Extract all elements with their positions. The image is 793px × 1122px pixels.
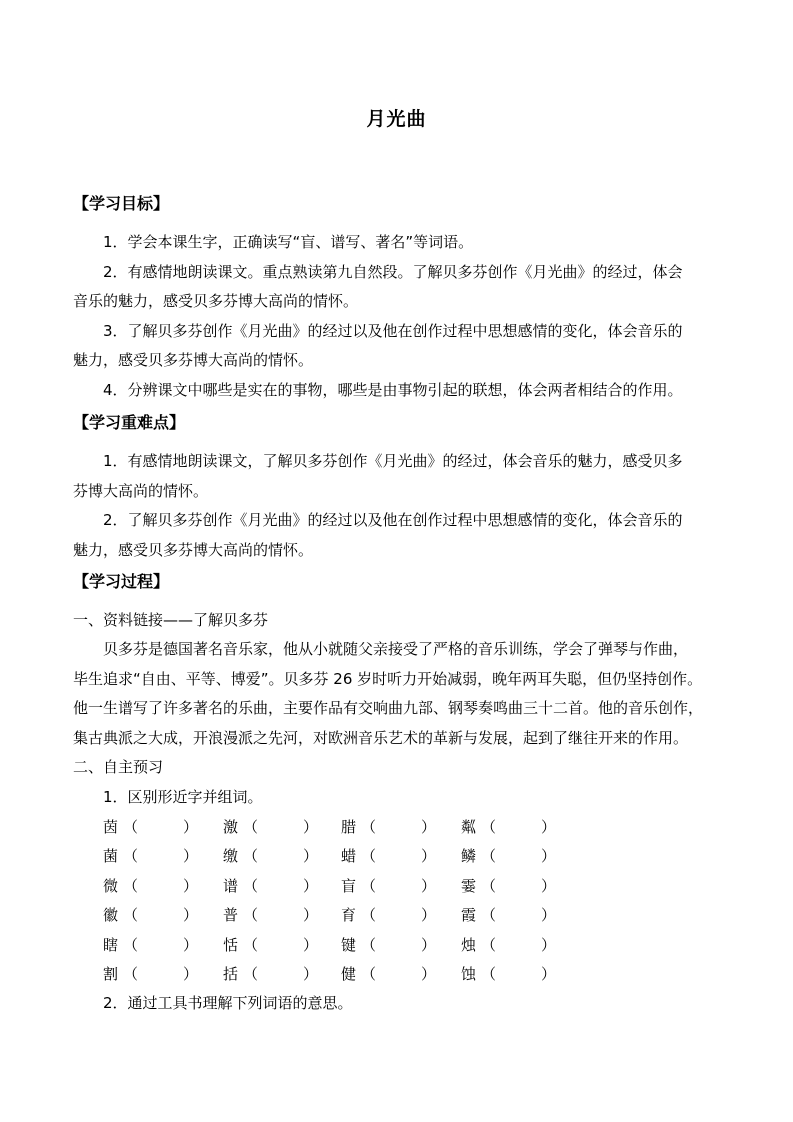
keypoint-line: 1．有感情地朗读课文，了解贝多芬创作《月光曲》的经过，体会音乐的魅力，感受贝多 xyxy=(103,452,683,470)
grid-character: 括 xyxy=(223,965,239,983)
grid-character: 激 xyxy=(223,818,239,836)
char-grid-cell xyxy=(341,875,461,896)
char-grid-cell xyxy=(461,816,581,837)
goal-line: 4．分辨课文中哪些是实在的事物，哪些是由事物引起的联想，体会两者相结合的作用。 xyxy=(103,381,683,399)
answer-blank[interactable]: （ ） xyxy=(481,847,557,866)
part1-text-line: 贝多芬是德国著名音乐家，他从小就随父亲接受了严格的音乐训练，学会了弹琴与作曲， xyxy=(103,640,689,658)
char-grid-cell xyxy=(341,963,461,984)
answer-blank[interactable]: （ ） xyxy=(481,876,557,895)
answer-blank[interactable]: （ ） xyxy=(481,965,557,983)
answer-blank[interactable]: （ ） xyxy=(481,818,557,836)
grid-character: 微 xyxy=(103,876,119,895)
answer-blank[interactable]: （ ） xyxy=(123,818,199,836)
grid-character: 盲 xyxy=(341,876,357,895)
answer-blank[interactable]: （ ） xyxy=(361,818,437,836)
grid-character: 霞 xyxy=(461,906,477,925)
char-grid-cell xyxy=(223,845,343,866)
goal-line: 2．有感情地朗读课文。重点熟读第九自然段。了解贝多芬创作《月光曲》的经过，体会 xyxy=(103,263,683,281)
char-grid-cell xyxy=(341,904,461,925)
char-grid-cell xyxy=(461,904,581,925)
answer-blank[interactable]: （ ） xyxy=(123,906,199,925)
process-heading: 【学习过程】 xyxy=(73,572,170,591)
answer-blank[interactable]: （ ） xyxy=(123,935,199,954)
grid-character: 茵 xyxy=(103,818,119,836)
part1-heading: 一、资料链接——了解贝多芬 xyxy=(73,611,269,629)
char-grid-cell xyxy=(103,845,223,866)
answer-blank[interactable]: （ ） xyxy=(243,876,319,895)
char-grid-cell xyxy=(461,934,581,955)
keypoint-line: 2．了解贝多芬创作《月光曲》的经过以及他在创作过程中思想感情的变化，体会音乐的 xyxy=(103,511,683,529)
grid-character: 健 xyxy=(341,965,357,983)
goal-line: 1．学会本课生字，正确读写“盲、谱写、著名”等词语。 xyxy=(103,233,474,251)
keypoint-line: 魅力，感受贝多芬博大高尚的情怀。 xyxy=(73,541,314,559)
char-grid-cell xyxy=(223,963,343,984)
grid-character: 粼 xyxy=(461,818,477,836)
grid-character: 蜡 xyxy=(341,847,357,866)
answer-blank[interactable]: （ ） xyxy=(123,965,199,983)
grid-character: 腊 xyxy=(341,818,357,836)
grid-character: 蚀 xyxy=(461,965,477,983)
answer-blank[interactable]: （ ） xyxy=(243,818,319,836)
grid-character: 缴 xyxy=(223,847,239,866)
page-title: 月光曲 xyxy=(366,108,427,130)
char-grid-cell xyxy=(341,845,461,866)
part1-text-line: 毕生追求“自由、平等、博爱”。贝多芬 26 岁时听力开始减弱，晚年两耳失聪，但仍坚持创作。 xyxy=(73,670,703,688)
answer-blank[interactable]: （ ） xyxy=(361,847,437,866)
keypoints-heading: 【学习重难点】 xyxy=(73,413,186,432)
goal-line: 音乐的魅力，感受贝多芬博大高尚的情怀。 xyxy=(73,292,359,310)
answer-blank[interactable]: （ ） xyxy=(243,906,319,925)
part1-text-line: 他一生谱写了许多著名的乐曲，主要作品有交响曲九部、钢琴奏鸣曲三十二首。他的音乐创作， xyxy=(73,699,704,717)
answer-blank[interactable]: （ ） xyxy=(243,965,319,983)
grid-character: 谱 xyxy=(223,876,239,895)
grid-character: 霎 xyxy=(461,876,477,895)
question-2: 2．通过工具书理解下列词语的意思。 xyxy=(103,994,353,1012)
answer-blank[interactable]: （ ） xyxy=(361,906,437,925)
answer-blank[interactable]: （ ） xyxy=(361,935,437,954)
grid-character: 恬 xyxy=(223,935,239,954)
char-grid-cell xyxy=(223,816,343,837)
char-grid-cell xyxy=(103,875,223,896)
grid-character: 菌 xyxy=(103,847,119,866)
answer-blank[interactable]: （ ） xyxy=(243,935,319,954)
char-grid-cell xyxy=(103,904,223,925)
part2-heading: 二、自主预习 xyxy=(73,758,164,776)
answer-blank[interactable]: （ ） xyxy=(481,906,557,925)
answer-blank[interactable]: （ ） xyxy=(123,847,199,866)
char-grid-cell xyxy=(223,904,343,925)
keypoint-line: 芬博大高尚的情怀。 xyxy=(73,482,209,500)
grid-character: 键 xyxy=(341,935,357,954)
char-grid-cell xyxy=(103,934,223,955)
char-grid-cell xyxy=(341,816,461,837)
goals-heading: 【学习目标】 xyxy=(73,194,170,213)
grid-character: 瞎 xyxy=(103,935,119,954)
char-grid-cell xyxy=(223,875,343,896)
grid-character: 烛 xyxy=(461,935,477,954)
answer-blank[interactable]: （ ） xyxy=(481,935,557,954)
answer-blank[interactable]: （ ） xyxy=(123,876,199,895)
goal-line: 3．了解贝多芬创作《月光曲》的经过以及他在创作过程中思想感情的变化，体会音乐的 xyxy=(103,322,683,340)
grid-character: 普 xyxy=(223,906,239,925)
char-grid-cell xyxy=(103,963,223,984)
answer-blank[interactable]: （ ） xyxy=(243,847,319,866)
grid-character: 割 xyxy=(103,965,119,983)
char-grid-cell xyxy=(103,816,223,837)
char-grid-cell xyxy=(461,845,581,866)
char-grid-cell xyxy=(341,934,461,955)
question-1: 1．区别形近字并组词。 xyxy=(103,788,263,806)
grid-character: 育 xyxy=(341,906,357,925)
part1-text-line: 集古典派之大成，开浪漫派之先河，对欧洲音乐艺术的革新与发展，起到了继往开来的作用。 xyxy=(73,729,689,747)
grid-character: 鳞 xyxy=(461,847,477,866)
grid-character: 徽 xyxy=(103,906,119,925)
answer-blank[interactable]: （ ） xyxy=(361,876,437,895)
char-grid-cell xyxy=(223,934,343,955)
char-grid-cell xyxy=(461,875,581,896)
char-grid-cell xyxy=(461,963,581,984)
answer-blank[interactable]: （ ） xyxy=(361,965,437,983)
goal-line: 魅力，感受贝多芬博大高尚的情怀。 xyxy=(73,351,314,369)
